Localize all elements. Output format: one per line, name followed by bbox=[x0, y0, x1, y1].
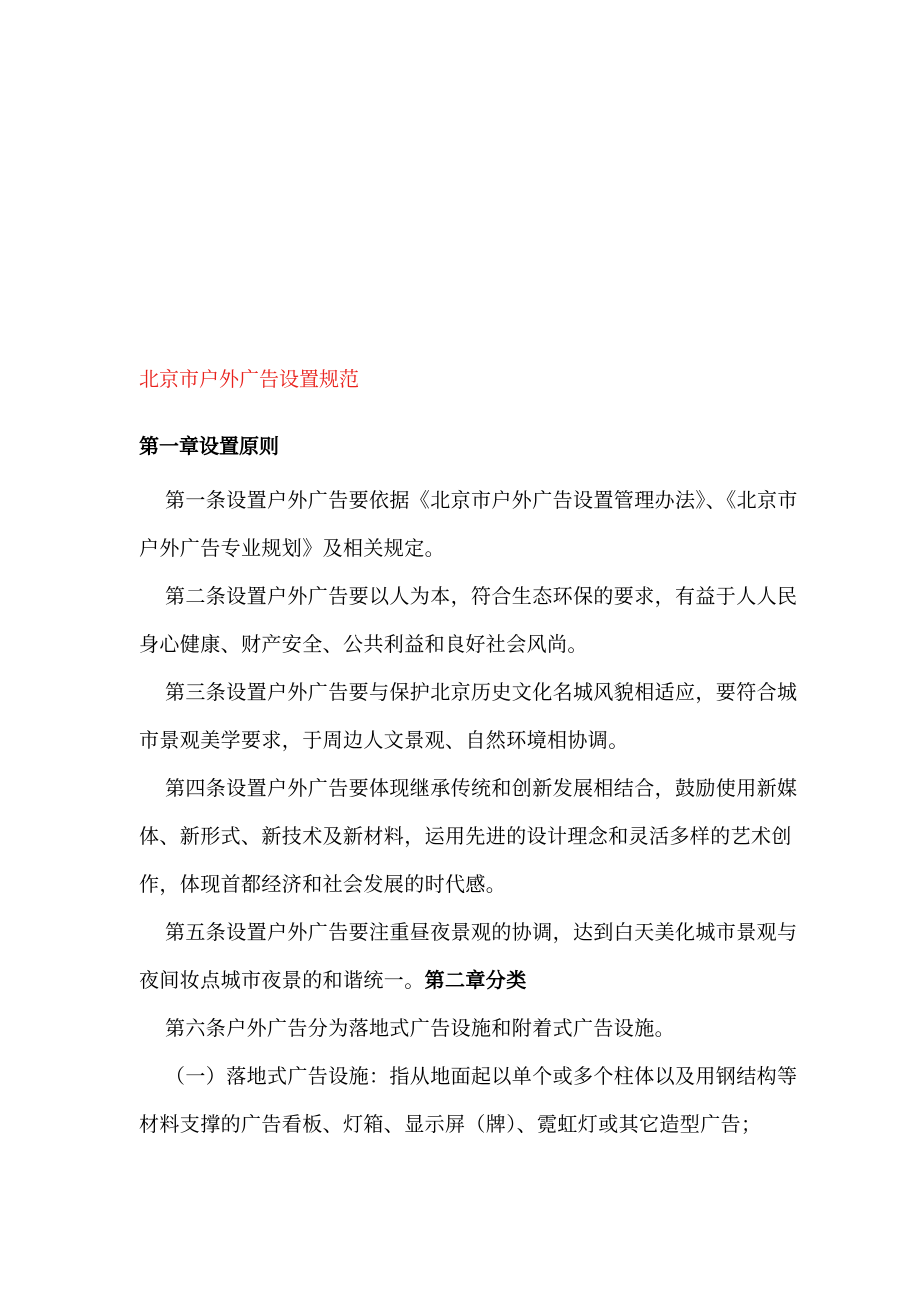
article-6: 第六条户外广告分为落地式广告设施和附着式广告设施。 bbox=[165, 1016, 675, 1040]
document-title: 北京市户外广告设置规范 bbox=[139, 367, 359, 391]
document-page bbox=[139, 362, 799, 1148]
chapter-1-heading: 第一章设置原则 bbox=[139, 434, 279, 458]
article-6-item-1: （一）落地式广告设施：指从地面起以单个或多个柱体以及用钢结构等材料支撑的广告看板、灯箱、显示屏（牌）、霓虹灯或其它造型广告； bbox=[139, 1064, 798, 1136]
article-3: 第三条设置户外广告要与保护北京历史文化名城风貌相适应，要符合城市景观美学要求，于周边人文景观、自然环境相协调。 bbox=[139, 680, 798, 752]
article-1: 第一条设置户外广告要依据《北京市户外广告设置管理办法》、《北京市户外广告专业规划》及相关规定。 bbox=[139, 488, 798, 560]
article-4: 第四条设置户外广告要体现继承传统和创新发展相结合，鼓励使用新媒体、新形式、新技术及新材料，运用先进的设计理念和灵活多样的艺术创作，体现首都经济和社会发展的时代感。 bbox=[139, 776, 798, 896]
article-5-text: 第五条设置户外广告要注重昼夜景观的协调，达到白天美化城市景观与夜间妆点城市夜景的和谐统一。 bbox=[139, 920, 798, 992]
article-5 bbox=[139, 908, 799, 1004]
chapter-2-heading: 第二章分类 bbox=[424, 968, 527, 992]
article-2: 第二条设置户外广告要以人为本，符合生态环保的要求，有益于人人民身心健康、财产安全、公共利益和良好社会风尚。 bbox=[139, 584, 798, 656]
